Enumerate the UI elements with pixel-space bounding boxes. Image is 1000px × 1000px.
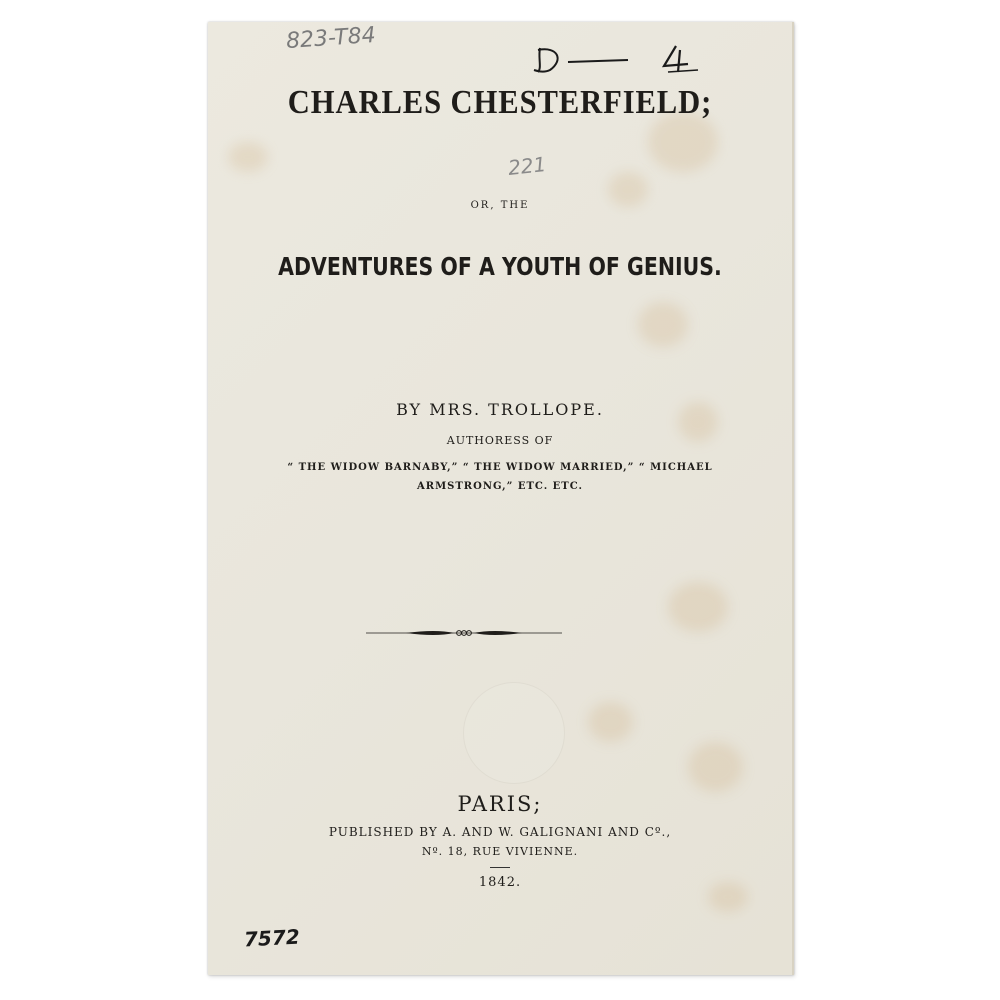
imprint-dash bbox=[490, 867, 510, 868]
foxing-spot bbox=[668, 582, 728, 632]
imprint-address: Nº. 18, RUE VIVIENNE. bbox=[421, 845, 579, 858]
book-title: CHARLES CHESTERFIELD; bbox=[287, 84, 713, 121]
pencil-shelfmark: 823-T84 bbox=[285, 22, 377, 55]
ink-annotation-d-4 bbox=[528, 40, 728, 80]
author-line: BY MRS. TROLLOPE. bbox=[396, 400, 604, 419]
ornament-divider bbox=[366, 626, 562, 640]
imprint-publisher: PUBLISHED BY A. AND W. GALIGNANI AND Cº., bbox=[328, 825, 672, 839]
imprint-city: PARIS; bbox=[457, 792, 543, 816]
other-works-line-2: ARMSTRONG,” ETC. ETC. bbox=[417, 481, 583, 492]
foxing-spot bbox=[228, 142, 268, 172]
authoress-of-label: AUTHORESS OF bbox=[446, 434, 554, 447]
other-works-line-1: “ THE WIDOW BARNABY,” “ THE WIDOW MARRIED,” “ MICHAEL bbox=[287, 462, 713, 473]
pencil-number: 221 bbox=[506, 152, 548, 180]
blind-stamp bbox=[463, 682, 565, 784]
foxing-spot bbox=[588, 702, 633, 742]
ink-inventory-number: 7572 bbox=[243, 924, 301, 952]
imprint-year: 1842. bbox=[478, 875, 522, 890]
title-page bbox=[208, 22, 794, 975]
foxing-spot bbox=[688, 742, 743, 792]
book-subtitle: ADVENTURES OF A YOUTH OF GENIUS. bbox=[278, 252, 722, 281]
title-connector: OR, THE bbox=[470, 200, 530, 211]
foxing-spot bbox=[638, 302, 688, 347]
